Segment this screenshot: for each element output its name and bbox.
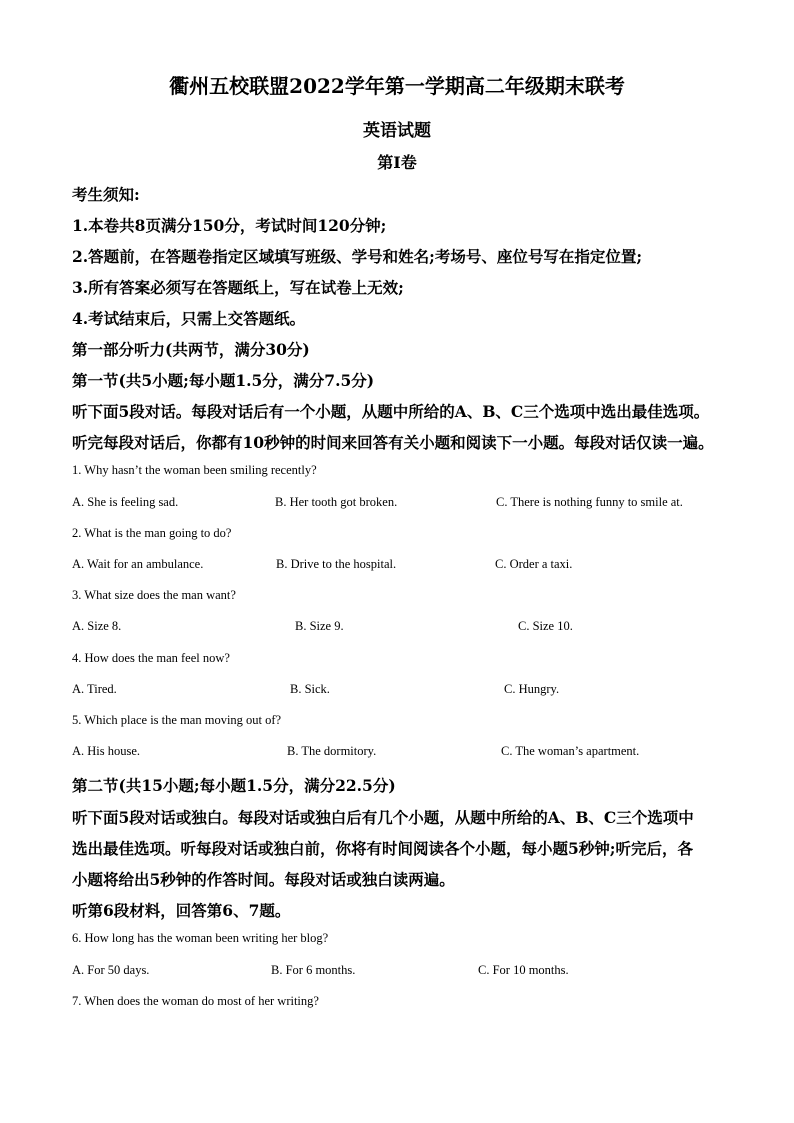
- option-c: C. The woman’s apartment.: [501, 744, 640, 758]
- option-a: A. His house.: [72, 744, 141, 758]
- question-text: 3. What size does the man want?: [72, 588, 236, 602]
- section-instructions: 选出最佳选项。听每段对话或独白前，你将有时间阅读各个小题，每小题5秒钟;听完后，各: [72, 839, 694, 858]
- question-text: 7. When does the woman do most of her writing?: [72, 994, 319, 1008]
- section-instructions: 听下面5段对话。每段对话后有一个小题，从题中所给的A、B、C三个选项中选出最佳选项。: [72, 402, 710, 421]
- question-text: 1. Why hasn’t the woman been smiling recently?: [72, 463, 317, 477]
- section-heading: 第一节(共5小题;每小题1.5分，满分7.5分): [72, 371, 375, 390]
- question-text: 4. How does the man feel now?: [72, 651, 230, 665]
- material-heading: 听第6段材料，回答第6、7题。: [72, 901, 291, 920]
- notice-item: 3.所有答案必须写在答题纸上，写在试卷上无效;: [72, 278, 404, 297]
- part-heading: 第一部分听力(共两节，满分30分): [72, 340, 310, 359]
- option-a: A. Wait for an ambulance.: [72, 557, 204, 571]
- option-b: B. Size 9.: [295, 619, 344, 633]
- option-b: B. Sick.: [290, 682, 330, 696]
- option-c: C. Size 10.: [518, 619, 573, 633]
- option-a: A. Tired.: [72, 682, 117, 696]
- exam-subtitle: 英语试题: [363, 121, 431, 141]
- notice-item: 2.答题前，在答题卷指定区域填写班级、学号和姓名;考场号、座位号写在指定位置;: [72, 247, 643, 266]
- option-b: B. For 6 months.: [271, 963, 356, 977]
- option-c: C. For 10 months.: [478, 963, 569, 977]
- option-a: A. Size 8.: [72, 619, 122, 633]
- section-instructions: 听下面5段对话或独白。每段对话或独白后有几个小题，从题中所给的A、B、C三个选项中: [72, 808, 694, 827]
- option-a: A. She is feeling sad.: [72, 495, 179, 509]
- question-text: 6. How long has the woman been writing her blog?: [72, 931, 329, 945]
- option-b: B. Drive to the hospital.: [276, 557, 397, 571]
- notice-heading: 考生须知:: [72, 185, 140, 204]
- volume-label: 第I卷: [377, 153, 417, 172]
- option-a: A. For 50 days.: [72, 963, 150, 977]
- question-text: 5. Which place is the man moving out of?: [72, 713, 282, 727]
- option-b: B. Her tooth got broken.: [275, 495, 398, 509]
- section-instructions: 小题将给出5秒钟的作答时间。每段对话或独白读两遍。: [72, 870, 455, 889]
- exam-title: 衢州五校联盟2022学年第一学期高二年级期末联考: [169, 74, 625, 98]
- notice-item: 1.本卷共8页满分150分，考试时间120分钟;: [72, 216, 387, 235]
- option-c: C. Hungry.: [504, 682, 560, 696]
- question-text: 2. What is the man going to do?: [72, 526, 232, 540]
- option-c: C. Order a taxi.: [495, 557, 573, 571]
- section-heading: 第二节(共15小题;每小题1.5分，满分22.5分): [72, 776, 396, 795]
- option-b: B. The dormitory.: [287, 744, 377, 758]
- option-c: C. There is nothing funny to smile at.: [496, 495, 683, 509]
- section-instructions: 听完每段对话后，你都有10秒钟的时间来回答有关小题和阅读下一小题。每段对话仅读一遍。: [72, 433, 714, 452]
- notice-item: 4.考试结束后，只需上交答题纸。: [72, 309, 306, 328]
